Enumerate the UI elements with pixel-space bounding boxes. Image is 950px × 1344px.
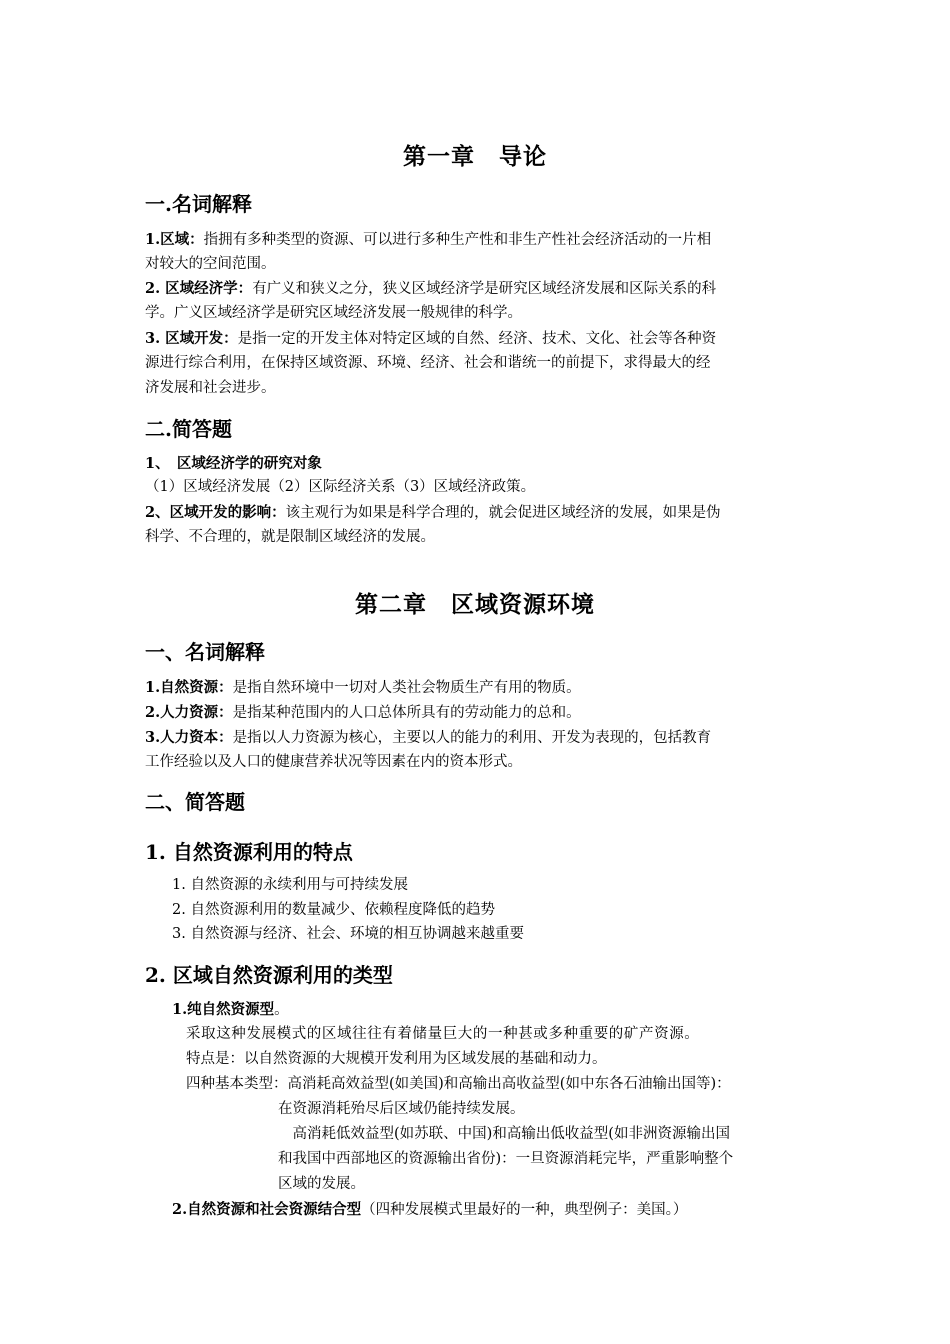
- type-punct: 。: [274, 1002, 289, 1018]
- definition-text: 是指以人力资源为核心，主要以人的能力的利用、开发为表现的，包括教育: [232, 730, 712, 746]
- list-item: 2. 自然资源利用的数量减少、依赖程度降低的趋势: [172, 902, 495, 918]
- definition-term: 2. 区域经济学：: [145, 280, 253, 297]
- subsection-heading: 2. 区域自然资源利用的类型: [145, 963, 393, 987]
- definition-text: 对较大的空间范围。: [145, 256, 276, 272]
- definition-text: 有广义和狭义之分，狭义区域经济学是研究区域经济发展和区际关系的科: [252, 281, 717, 297]
- type-text: 区域的发展。: [278, 1176, 365, 1192]
- definition-term: 3.人力资本：: [145, 729, 233, 746]
- definition-item: [145, 276, 716, 302]
- type-text: 高消耗低效益型(如苏联、中国)和高输出低收益型(如非洲资源输出国: [278, 1126, 730, 1142]
- definition-item: [145, 675, 581, 701]
- type-item: [172, 1197, 687, 1223]
- definition-term: 2.人力资源：: [145, 704, 233, 721]
- definition-term: 1.自然资源：: [145, 679, 233, 696]
- definition-text: 指拥有多种类型的资源、可以进行多种生产性和非生产性社会经济活动的一片相: [203, 232, 712, 248]
- type-text: 在资源消耗殆尽后区域仍能持续发展。: [278, 1101, 525, 1117]
- answer-text: （1）区域经济发展（2）区际经济关系（3）区域经济政策。: [145, 479, 536, 495]
- section-heading: 二.简答题: [145, 417, 232, 441]
- type-text: （四种发展模式里最好的一种，典型例子：美国。）: [361, 1202, 688, 1218]
- question-item: [145, 500, 721, 526]
- type-label: 1.纯自然资源型: [172, 1001, 275, 1018]
- definition-item: [145, 700, 581, 726]
- type-text: 四种基本类型：高消耗高效益型(如美国)和高输出高收益型(如中东各石油输出国等)：: [186, 1076, 731, 1092]
- definition-text: 源进行综合利用，在保持区域资源、环境、经济、社会和谐统一的前提下，求得最大的经: [145, 355, 711, 371]
- definition-text: 工作经验以及人口的健康营养状况等因素在内的资本形式。: [145, 754, 522, 770]
- question-term: 2、区域开发的影响：: [145, 504, 286, 521]
- answer-text: 科学、不合理的，就是限制区域经济的发展。: [145, 529, 435, 545]
- chapter-1-title: 第一章 导论: [403, 143, 547, 170]
- definition-term: 1.区域：: [145, 231, 204, 248]
- definition-item: [145, 227, 711, 253]
- type-text: 特点是：以自然资源的大规模开发利用为区域发展的基础和动力。: [186, 1051, 607, 1067]
- section-heading: 一、名词解释: [145, 640, 265, 664]
- section-heading: 二、简答题: [145, 790, 245, 814]
- section-heading: 一.名词解释: [145, 192, 252, 216]
- type-item: [172, 997, 289, 1023]
- type-text: 采取这种发展模式的区域往往有着储量巨大的一种甚或多种重要的矿产资源。: [186, 1026, 700, 1042]
- chapter-2-title: 第二章 区域资源环境: [355, 591, 595, 618]
- list-item: 1. 自然资源的永续利用与可持续发展: [172, 877, 408, 893]
- definition-term: 3. 区域开发：: [145, 330, 238, 347]
- definition-text: 济发展和社会进步。: [145, 380, 276, 396]
- question-title: 1、 区域经济学的研究对象: [145, 455, 322, 472]
- definition-text: 是指自然环境中一切对人类社会物质生产有用的物质。: [232, 680, 581, 696]
- definition-item: [145, 725, 711, 751]
- subsection-heading: 1. 自然资源利用的特点: [145, 840, 353, 864]
- definition-text: 学。广义区域经济学是研究区域经济发展一般规律的科学。: [145, 305, 522, 321]
- definition-text: 是指某种范围内的人口总体所具有的劳动能力的总和。: [232, 705, 581, 721]
- type-text: 和我国中西部地区的资源输出省份)：一旦资源消耗完毕，严重影响整个: [278, 1151, 734, 1167]
- list-item: 3. 自然资源与经济、社会、环境的相互协调越来越重要: [172, 926, 524, 942]
- type-label: 2.自然资源和社会资源结合型: [172, 1201, 362, 1218]
- definition-item: [145, 326, 716, 352]
- definition-text: 是指一定的开发主体对特定区域的自然、经济、技术、文化、社会等各种资: [237, 331, 717, 347]
- answer-text: 该主观行为如果是科学合理的，就会促进区域经济的发展，如果是伪: [285, 505, 721, 521]
